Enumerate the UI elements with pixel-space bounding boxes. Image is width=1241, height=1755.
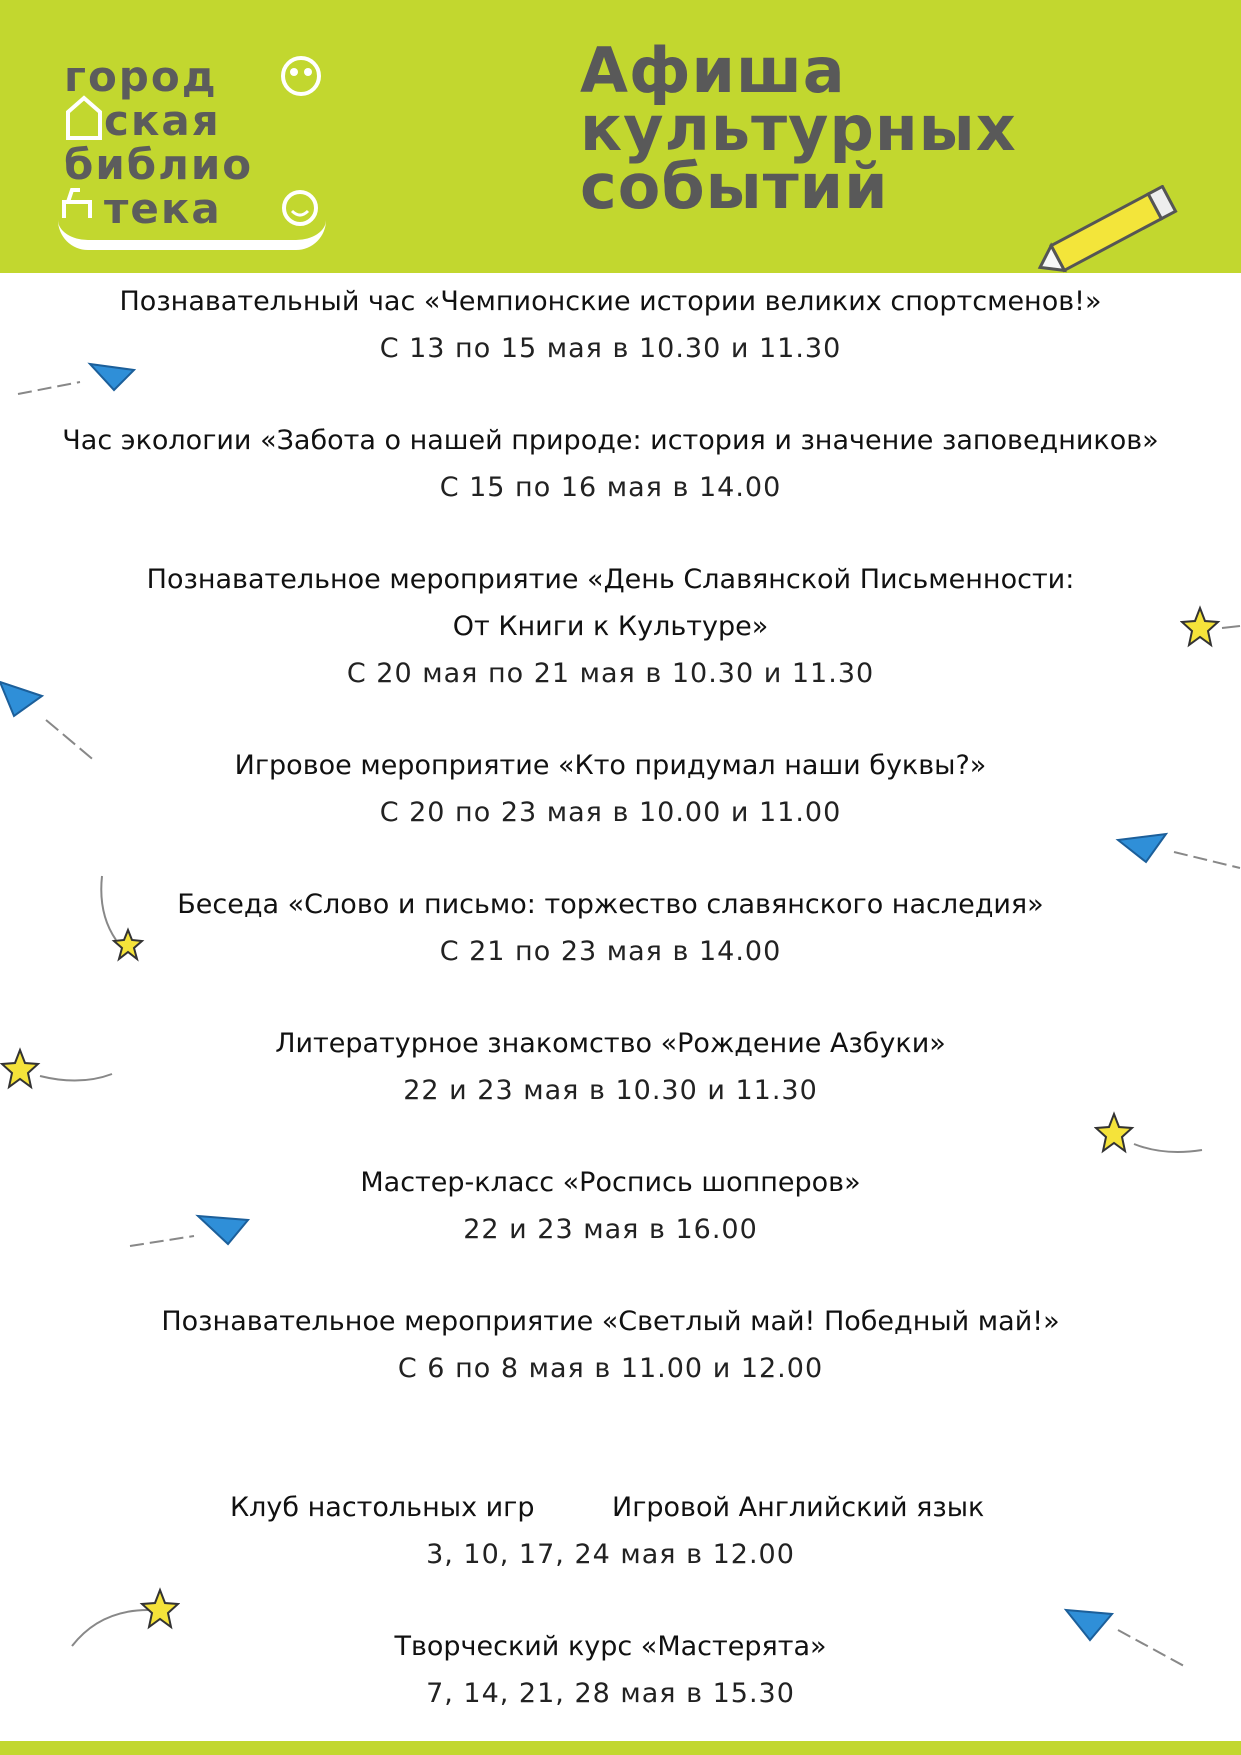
owl-icon bbox=[276, 52, 326, 98]
event-title: Час экологии «Забота о нашей природе: история и значение заповедников» bbox=[62, 425, 1159, 456]
title-line-2: культурных bbox=[580, 92, 1017, 165]
title-line-1: Афиша bbox=[580, 34, 846, 107]
event-title: Познавательное мероприятие «День Славянской Письменности: bbox=[146, 564, 1075, 595]
logo-line-1: город bbox=[64, 52, 218, 101]
star-icon bbox=[96, 874, 148, 964]
house-icon bbox=[64, 94, 104, 140]
event-title: Творческий курс «Мастерята» bbox=[394, 1631, 827, 1662]
logo-line-3: библио bbox=[64, 140, 254, 189]
event-date: С 15 по 16 мая в 14.00 bbox=[439, 472, 782, 503]
event-title: Познавательное мероприятие «Светлый май! Победный май!» bbox=[161, 1306, 1060, 1337]
paper-plane-icon bbox=[128, 1206, 254, 1256]
logo-line-2: ская bbox=[104, 96, 221, 145]
paper-plane-icon bbox=[1114, 826, 1241, 876]
page-title bbox=[580, 34, 1100, 223]
event-date: 7, 14, 21, 28 мая в 15.30 bbox=[426, 1678, 795, 1709]
event-title: Игровое мероприятие «Кто придумал наши буквы?» bbox=[234, 750, 987, 781]
paper-plane-icon bbox=[1062, 1600, 1188, 1670]
star-icon bbox=[70, 1586, 180, 1650]
event-title-continued: От Книги к Культуре» bbox=[452, 611, 769, 642]
event-date: С 21 по 23 мая в 14.00 bbox=[439, 936, 782, 967]
event-date: 22 и 23 мая в 10.30 и 11.30 bbox=[403, 1075, 818, 1106]
bottom-bar bbox=[0, 1741, 1241, 1755]
event-date: С 20 мая по 21 мая в 10.30 и 11.30 bbox=[346, 658, 875, 689]
book-outline bbox=[58, 218, 326, 250]
star-icon bbox=[1094, 1110, 1204, 1164]
library-logo bbox=[58, 50, 348, 250]
pencil-icon bbox=[1028, 185, 1188, 273]
event-date: 22 и 23 мая в 16.00 bbox=[463, 1214, 758, 1245]
star-icon bbox=[1180, 604, 1241, 656]
event-date: 3, 10, 17, 24 мая в 12.00 bbox=[426, 1539, 795, 1570]
title-line-3: событий bbox=[580, 150, 889, 223]
star-icon bbox=[0, 1046, 116, 1096]
paper-plane-icon bbox=[14, 356, 144, 400]
event-date: С 20 по 23 мая в 10.00 и 11.00 bbox=[379, 797, 842, 828]
event-title-secondary: Игровой Английский язык bbox=[612, 1492, 985, 1523]
event-date: С 6 по 8 мая в 11.00 и 12.00 bbox=[397, 1353, 824, 1384]
event-title: Клуб настольных игр bbox=[230, 1492, 535, 1523]
event-title: Литературное знакомство «Рождение Азбуки» bbox=[275, 1028, 946, 1059]
paper-plane-icon bbox=[0, 676, 100, 766]
logo-line-4: тека bbox=[104, 184, 222, 233]
event-date: С 13 по 15 мая в 10.30 и 11.30 bbox=[379, 333, 842, 364]
header-banner bbox=[0, 0, 1241, 273]
event-title: Мастер-класс «Роспись шопперов» bbox=[360, 1167, 861, 1198]
event-title: Познавательный час «Чемпионские истории великих спортсменов!» bbox=[119, 286, 1102, 317]
horse-icon bbox=[58, 182, 102, 222]
event-title: Беседа «Слово и письмо: торжество славянского наследия» bbox=[177, 889, 1044, 920]
